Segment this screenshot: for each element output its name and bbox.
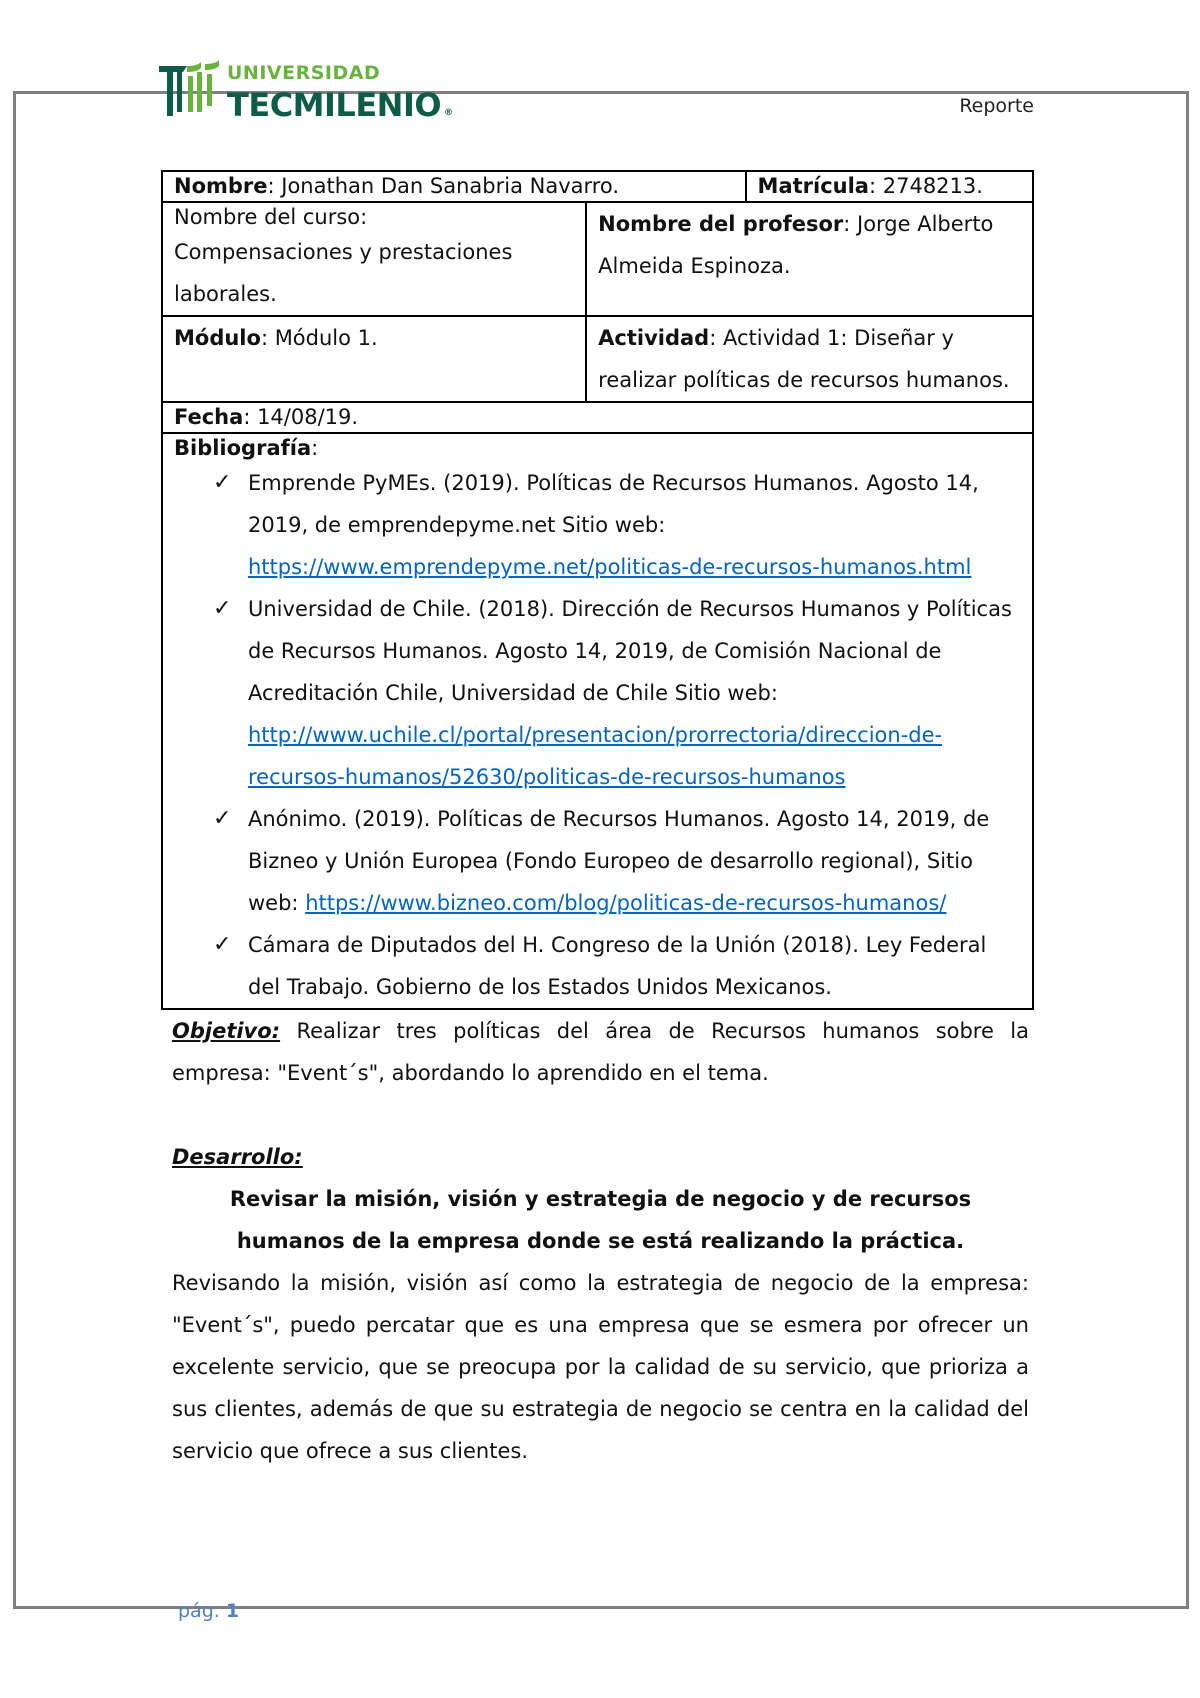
curso-cell [162, 202, 586, 316]
page-prefix: pág. [178, 1600, 226, 1622]
table-row [162, 402, 1033, 433]
desarrollo-heading: Revisar la misión, visión y estrategia de negocio y de recursos humanos de la empresa donde se está realizando la práctica. [229, 1187, 972, 1253]
profesor-value: : Jorge Alberto Almeida Espinoza. [598, 212, 994, 278]
table-row [162, 316, 1033, 402]
report-label: Reporte [959, 95, 1034, 117]
table-row [162, 202, 1033, 316]
table-row [162, 171, 1033, 202]
biblio-text: Universidad de Chile. (2018). Dirección de Recursos Humanos y Políticas de Recursos Humanos. Agosto 14, 2019, de Comisión Nacional de Acreditación Chile, Universidad de Chile Sitio web: [248, 597, 1012, 705]
modulo-value: : Módulo 1. [260, 326, 378, 350]
bibliography-list [174, 462, 1021, 1008]
fecha-label: Fecha [174, 405, 244, 429]
bibliografia-label: Bibliografía [174, 436, 312, 460]
desarrollo-paragraph: Revisando la misión, visión así como la estrategia de negocio de la empresa: "Event´s", puedo percatar que es una empresa que se esmera por ofrecer un excelente servicio, que se preocupa por la calidad de su servicio, que prioriza a sus clientes, además de que su estrategia de negocio se centra en la calidad del servicio que ofrece a sus clientes. [172, 1271, 1029, 1463]
actividad-label: Actividad [598, 326, 710, 350]
tecmilenio-logo [157, 60, 457, 130]
table-row [162, 433, 1033, 1009]
bibliografia-colon: : [311, 436, 319, 460]
nombre-cell [162, 171, 746, 202]
curso-label: Nombre del curso: [174, 205, 368, 229]
desarrollo-section [172, 1136, 1029, 1472]
nombre-label: Nombre [174, 174, 268, 198]
profesor-label: Nombre del profesor [598, 212, 844, 236]
checkmark-icon: ✓ [213, 470, 232, 495]
objetivo-label: Objetivo: [172, 1019, 281, 1043]
logo-registered-mark: ® [444, 108, 453, 118]
biblio-link[interactable]: http://www.uchile.cl/portal/presentacion/prorrectoria/direccion-de-recursos-humanos/52630/politicas-de-recursos-humanos [248, 723, 943, 789]
biblio-link[interactable]: https://www.bizneo.com/blog/politicas-de-recursos-humanos/ [305, 891, 947, 915]
biblio-link[interactable]: https://www.emprendepyme.net/politicas-de-recursos-humanos.html [248, 555, 972, 579]
objetivo-text: Realizar tres políticas del área de Recursos humanos sobre la empresa: "Event´s", abordando lo aprendido en el tema. [172, 1019, 1029, 1085]
curso-value: Compensaciones y prestaciones laborales. [174, 240, 513, 306]
desarrollo-label: Desarrollo: [172, 1145, 303, 1169]
logo-universidad-text: UNIVERSIDAD [227, 62, 381, 84]
logo-tecmilenio-text: TECMILENIO [227, 86, 442, 124]
list-item [213, 798, 1021, 924]
page-number [178, 1600, 239, 1622]
list-item [213, 924, 1021, 1008]
matricula-value: : 2748213. [868, 174, 983, 198]
checkmark-icon: ✓ [213, 596, 232, 621]
objetivo-paragraph [172, 1010, 1029, 1094]
actividad-value: : Actividad 1: Diseñar y realizar políticas de recursos humanos. [598, 326, 1010, 392]
checkmark-icon: ✓ [213, 932, 232, 957]
matricula-cell [746, 171, 1033, 202]
modulo-cell [162, 316, 586, 402]
matricula-label: Matrícula [757, 174, 869, 198]
checkmark-icon: ✓ [213, 806, 232, 831]
page-number-value: 1 [225, 1600, 240, 1622]
fecha-value: : 14/08/19. [243, 405, 359, 429]
biblio-text: Cámara de Diputados del H. Congreso de la Unión (2018). Ley Federal del Trabajo. Gobierno de los Estados Unidos Mexicanos. [248, 933, 987, 999]
actividad-cell [586, 316, 1033, 402]
bibliografia-cell [162, 433, 1033, 1009]
biblio-text: Anónimo. (2019). Políticas de Recursos Humanos. Agosto 14, 2019, de Bizneo y Unión Europea (Fondo Europeo de desarrollo regional), Sitio web: [248, 807, 990, 915]
fecha-cell [162, 402, 1033, 433]
nombre-value: : Jonathan Dan Sanabria Navarro. [267, 174, 620, 198]
list-item [213, 462, 1021, 588]
list-item [213, 588, 1021, 798]
profesor-cell [586, 202, 1033, 316]
tecmilenio-emblem-icon [157, 60, 225, 122]
modulo-label: Módulo [174, 326, 261, 350]
student-info-table [161, 170, 1034, 1010]
biblio-text: Emprende PyMEs. (2019). Políticas de Recursos Humanos. Agosto 14, 2019, de emprendepyme.net Sitio web: [248, 471, 979, 537]
